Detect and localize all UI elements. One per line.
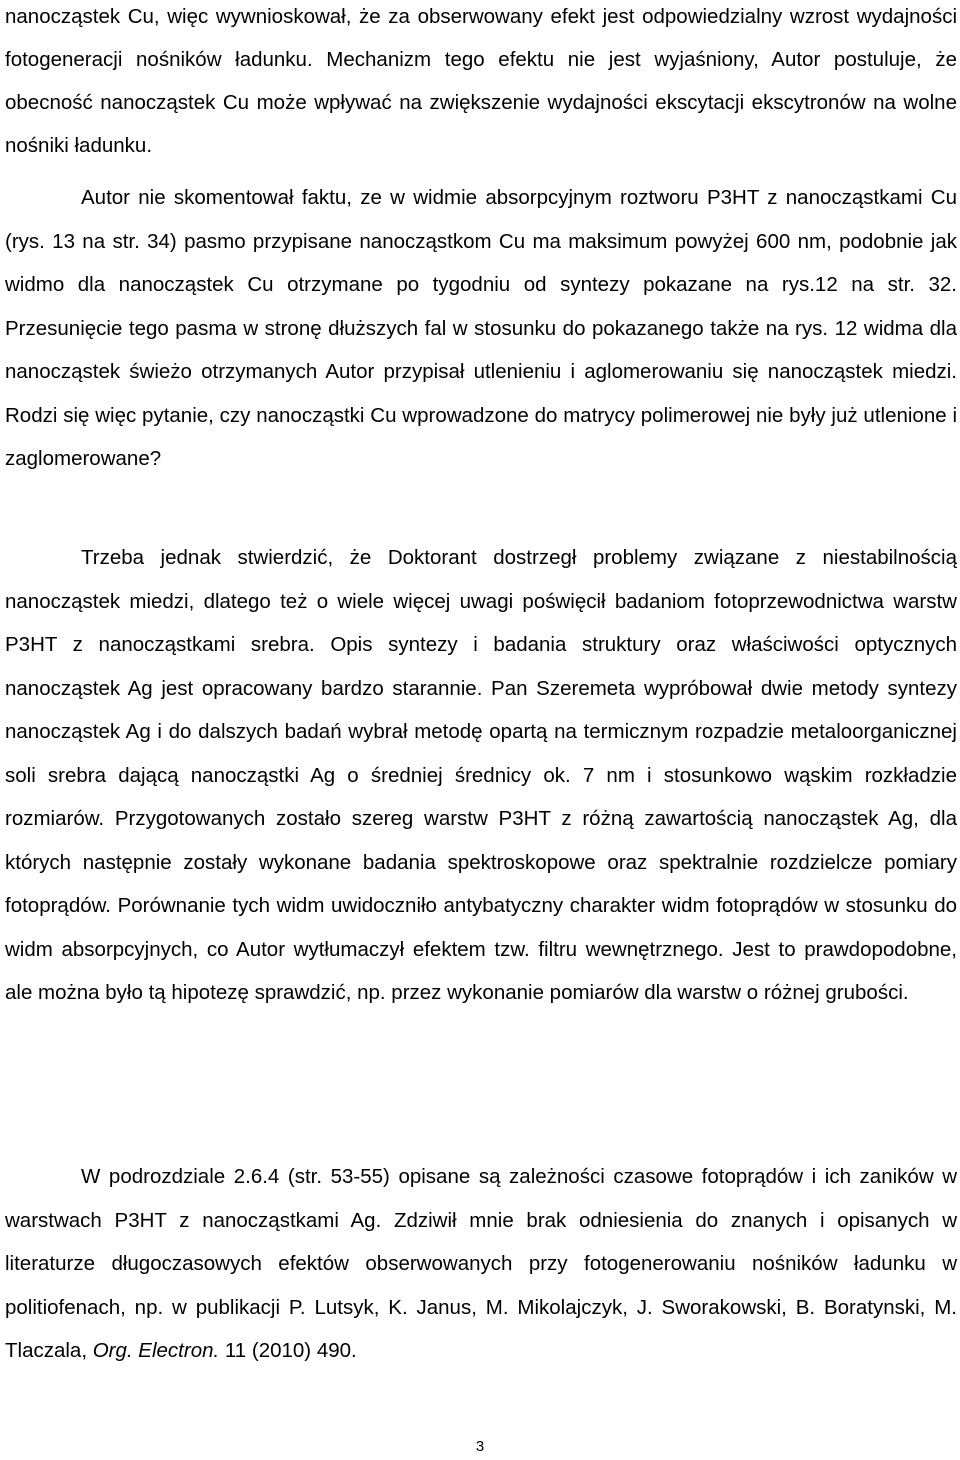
paragraph-4 <box>5 1155 957 1373</box>
paragraph-4-text: W podrozdziale 2.6.4 (str. 53-55) opisane są zależności czasowe fotoprądów i ich zaników w warstwach P3HT z nanocząstkami Ag. Zdziwił mnie brak odniesienia do znanych i opisanych w literaturze długoczasowych efektów obserwowanych przy fotogenerowaniu nośników ładunku w politiofenach, np. w publikacji P. Lutsyk, K. Janus, M. Mikolajczyk, J. Sworakowski, B. Boratynski, M. Tlaczala, <box>5 1165 957 1362</box>
paragraph-1: nanocząstek Cu, więc wywnioskował, że za obserwowany efekt jest odpowiedzialny wzrost wydajności fotogeneracji nośników ładunku. Mechanizm tego efektu nie jest wyjaśniony, Autor postuluje, że obecność nanocząstek Cu może wpływać na zwiększenie wydajności ekscytacji ekscytronów na wolne nośniki ładunku. <box>5 5 957 157</box>
paragraph-2: Autor nie skomentował faktu, ze w widmie absorpcyjnym roztworu P3HT z nanocząstkami Cu (rys. 13 na str. 34) pasmo przypisane nanocząstkom Cu ma maksimum powyżej 600 nm, podobnie jak widmo dla nanocząstek Cu otrzymane po tygodniu od syntezy pokazane na rys.12 na str. 32. Przesunięcie tego pasma w stronę dłuższych fal w stosunku do pokazanego także na rys. 12 widma dla nanocząstek świeżo otrzymanych Autor przypisał utlenieniu i aglomerowaniu się nanocząstek miedzi. Rodzi się więc pytanie, czy nanocząstki Cu wprowadzone do matrycy polimerowej nie były już utlenione i zaglomerowane? <box>5 186 957 470</box>
journal-name: Org. Electron. <box>92 1339 220 1362</box>
page-number: 3 <box>475 1438 485 1455</box>
citation-details: 11 (2010) 490. <box>219 1339 357 1362</box>
paragraph-3: Trzeba jednak stwierdzić, że Doktorant dostrzegł problemy związane z niestabilnością nanocząstek miedzi, dlatego też o wiele więcej uwagi poświęcił badaniom fotoprzewodnictwa warstw P3HT z nanocząstkami srebra. Opis syntezy i badania struktury oraz właściwości optycznych nanocząstek Ag jest opracowany bardzo starannie. Pan Szeremeta wypróbował dwie metody syntezy nanocząstek Ag i do dalszych badań wybrał metodę opartą na termicznym rozpadzie metaloorganicznej soli srebra dającą nanocząstki Ag o średniej średnicy ok. 7 nm i stosunkowo wąskim rozkładzie rozmiarów. Przygotowanych zostało szereg warstw P3HT z różną zawartością nanocząstek Ag, dla których następnie zostały wykonane badania spektroskopowe oraz spektralnie rozdzielcze pomiary fotoprądów. Porównanie tych widm uwidoczniło antybatyczny charakter widm fotoprądów w stosunku do widm absorpcyjnych, co Autor wytłumaczył efektem tzw. filtru wewnętrznego. Jest to prawdopodobne, ale można było tą hipotezę sprawdzić, np. przez wykonanie pomiarów dla warstw o różnej grubości. <box>5 546 957 1004</box>
